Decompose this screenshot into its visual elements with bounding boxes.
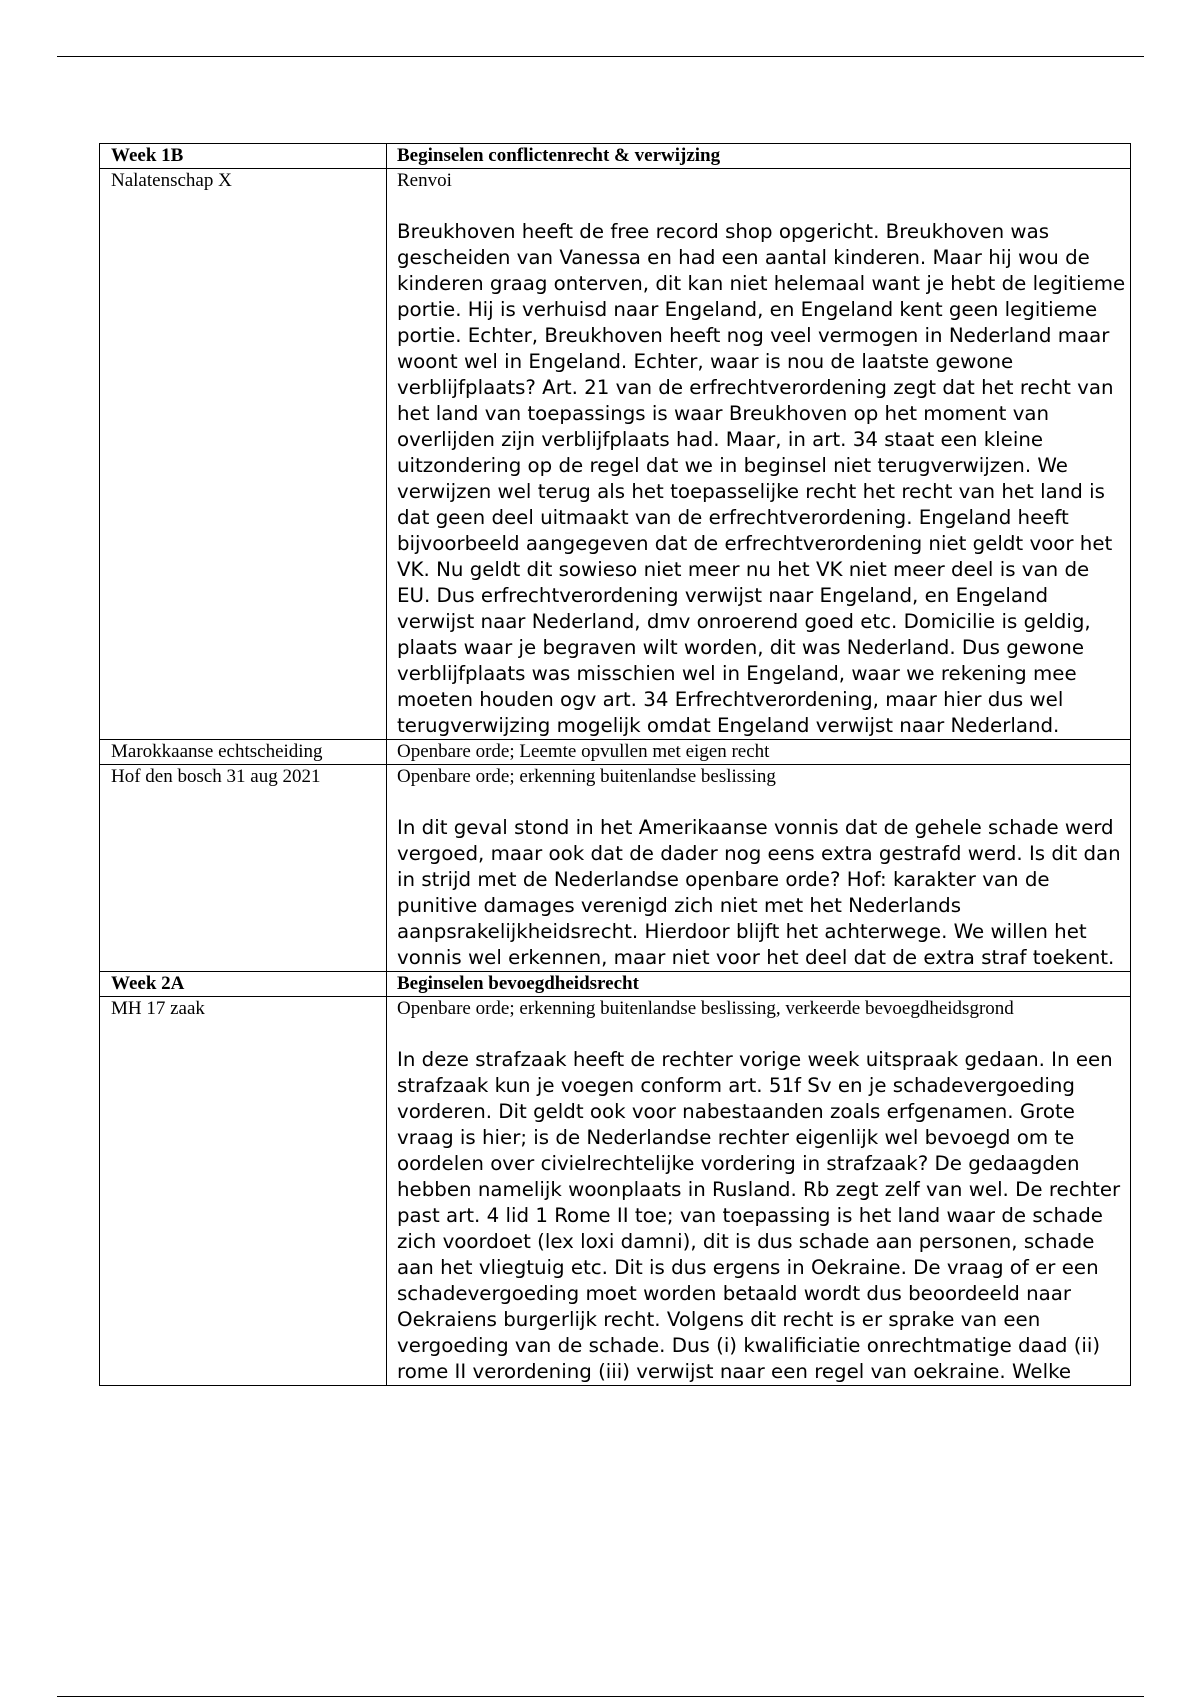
week-header-row (100, 972, 1131, 997)
case-name: Hof den bosch 31 aug 2021 (100, 765, 387, 972)
case-topic: Openbare orde; erkenning buitenlandse beslissing (397, 766, 776, 787)
case-name: Nalatenschap X (100, 169, 387, 740)
case-content (387, 765, 1131, 972)
case-body: Breukhoven heeft de free record shop opgericht. Breukhoven was gescheiden van Vanessa en had een aantal kinderen. Maar hij wou de kinderen graag onterven, dit kan niet helemaal want je hebt de legitieme portie. Hij is verhuisd naar Engeland, en Engeland kent geen legitieme portie. Echter, Breukhoven heeft nog veel vermogen in Nederland maar woont wel in Engeland. Echter, waar is nou de laatste gewone verblijfplaats? Art. 21 van de erfrechtverordening zegt dat het recht van het land van toepassings is waar Breukhoven op het moment van overlijden zijn verblijfplaats had. Maar, in art. 34 staat een kleine uitzondering op de regel dat we in beginsel niet terugverwijzen. We verwijzen wel terug als het toepasselijke recht het recht van het land is dat geen deel uitmaakt van de erfrechtverordening. Engeland heeft bijvoorbeeld aangegeven dat de erfrechtverordening niet geldt voor het VK. Nu geldt dit sowieso niet meer nu het VK niet meer deel is van de EU. Dus erfrechtverordening verwijst naar Engeland, en Engeland verwijst naar Nederland, dmv onroerend goed etc. Domicilie is geldig, plaats waar je begraven wilt worden, dit was Nederland. Dus gewone verblijfplaats was misschien wel in Engeland, waar we rekening mee moeten houden ogv art. 34 Erfrechtverordening, maar hier dus wel terugverwijzing mogelijk omdat Engeland verwijst naar Nederland. (397, 220, 1126, 737)
case-row (100, 997, 1131, 1386)
header-rule (57, 56, 1144, 57)
case-row (100, 169, 1131, 740)
week-topic: Beginselen bevoegdheidsrecht (387, 972, 1131, 997)
footer-rule (57, 1696, 1144, 1697)
case-topic: Openbare orde; Leemte opvullen met eigen recht (397, 741, 770, 762)
week-label: Week 1B (100, 144, 387, 169)
case-topic: Renvoi (397, 170, 452, 191)
case-topic: Openbare orde; erkenning buitenlandse beslissing, verkeerde bevoegdheidsgrond (397, 998, 1014, 1019)
case-row (100, 740, 1131, 765)
notes-table (99, 143, 1131, 1386)
week-label: Week 2A (100, 972, 387, 997)
case-name: Marokkaanse echtscheiding (100, 740, 387, 765)
case-body: In dit geval stond in het Amerikaanse vonnis dat de gehele schade werd vergoed, maar ook dat de dader nog eens extra gestrafd werd. Is dit dan in strijd met de Nederlandse openbare orde? Hof: karakter van de punitive damages verenigd zich niet met het Nederlands aanpsrakelijkheidsrecht. Hierdoor blijft het achterwege. We willen het vonnis wel erkennen, maar niet voor het deel dat de extra straf toekent. (397, 816, 1121, 969)
case-content (387, 169, 1131, 740)
case-content (387, 740, 1131, 765)
week-topic: Beginselen conflictenrecht & verwijzing (387, 144, 1131, 169)
case-name: MH 17 zaak (100, 997, 387, 1386)
case-body (397, 1047, 1126, 1385)
case-body-text: In deze strafzaak heeft de rechter vorige week uitspraak gedaan. In een strafzaak kun je voegen conform art. 51f Sv en je schadevergoeding vorderen. Dit geldt ook voor nabestaanden zoals erfgenamen. Grote vraag is hier; is de Nederlandse rechter eigenlijk wel bevoegd om te oordelen over civielrechtelijke vordering in strafzaak? De gedaagden hebben namelijk woonplaats in Rusland. Rb zegt zelf van wel. De rechter past art. 4 lid 1 Rome II toe; van toepassing is het land waar de schade zich voordoet (lex loxi damni), dit is dus schade aan personen, schade aan het vliegtuig etc. Dit is dus ergens in Oekraine. De vraag of er een schadevergoeding moet worden betaald wordt dus beoordeeld naar Oekraiens burgerlijk recht. Volgens dit recht is er sprake van een vergoeding van de schade. Dus (i) kwalificiatie onrechtmatige daad (ii) rome II verordening (iii) verwijst naar een regel van oekraine. (397, 1048, 1121, 1383)
case-content (387, 997, 1131, 1386)
case-row (100, 765, 1131, 972)
case-body-continued: Welke (1012, 1360, 1071, 1383)
week-header-row (100, 144, 1131, 169)
